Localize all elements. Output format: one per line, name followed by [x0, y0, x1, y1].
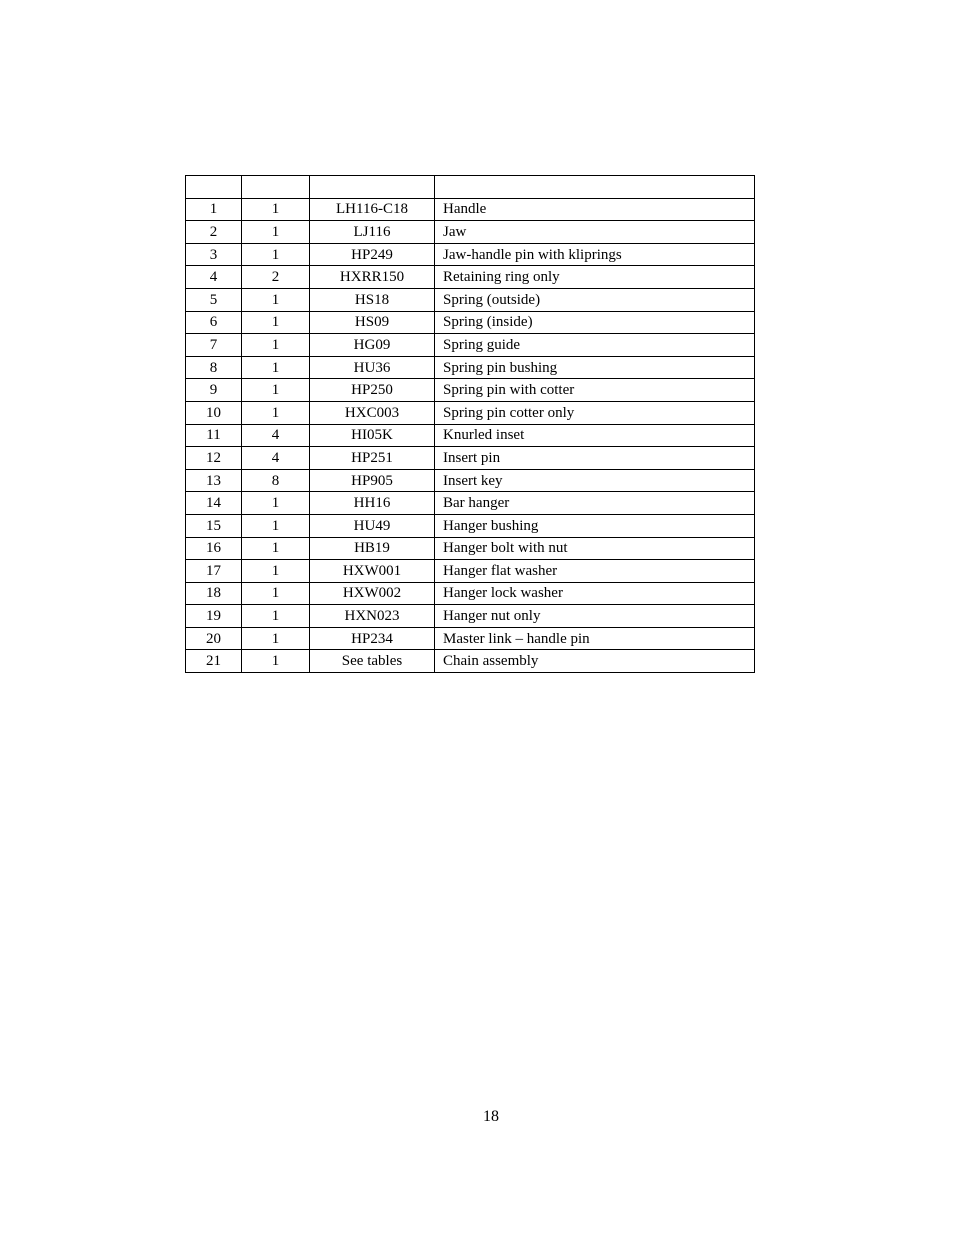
description-cell: Spring (outside): [435, 288, 755, 311]
part-number-cell: See tables: [310, 650, 435, 673]
quantity-cell: 1: [242, 198, 310, 221]
quantity-cell: 1: [242, 401, 310, 424]
part-number-cell: HP234: [310, 627, 435, 650]
item-number-cell: 19: [186, 605, 242, 628]
table-row: [186, 311, 755, 334]
quantity-cell: 8: [242, 469, 310, 492]
table-row: [186, 605, 755, 628]
description-cell: Hanger lock washer: [435, 582, 755, 605]
description-cell: Insert pin: [435, 447, 755, 470]
table-row: [186, 401, 755, 424]
part-number-cell: HXW002: [310, 582, 435, 605]
parts-list-table: [185, 175, 755, 673]
table-row: [186, 356, 755, 379]
quantity-cell: 1: [242, 243, 310, 266]
description-cell: Bar hanger: [435, 492, 755, 515]
part-number-cell: HU36: [310, 356, 435, 379]
part-number-cell: HXRR150: [310, 266, 435, 289]
description-cell: Retaining ring only: [435, 266, 755, 289]
table-row: [186, 288, 755, 311]
part-number-cell: HXN023: [310, 605, 435, 628]
item-number-cell: 14: [186, 492, 242, 515]
quantity-cell: 1: [242, 650, 310, 673]
quantity-cell: 1: [242, 379, 310, 402]
parts-list-body: [186, 176, 755, 673]
item-number-cell: 9: [186, 379, 242, 402]
table-row: [186, 537, 755, 560]
table-row: [186, 447, 755, 470]
item-number-cell: 17: [186, 560, 242, 583]
part-number-cell: LH116-C18: [310, 198, 435, 221]
description-cell: Spring pin bushing: [435, 356, 755, 379]
part-number-cell: HP250: [310, 379, 435, 402]
part-number-cell: HB19: [310, 537, 435, 560]
table-row: [186, 514, 755, 537]
quantity-cell: 1: [242, 311, 310, 334]
quantity-cell: 1: [242, 537, 310, 560]
item-number-cell: 16: [186, 537, 242, 560]
description-cell: Hanger bushing: [435, 514, 755, 537]
item-number-cell: 20: [186, 627, 242, 650]
item-number-cell: 8: [186, 356, 242, 379]
description-cell: Chain assembly: [435, 650, 755, 673]
part-number-cell: HXW001: [310, 560, 435, 583]
description-cell: Spring pin with cotter: [435, 379, 755, 402]
description-cell: Hanger nut only: [435, 605, 755, 628]
part-number-cell: HH16: [310, 492, 435, 515]
part-number-cell: HP905: [310, 469, 435, 492]
item-number-cell: 21: [186, 650, 242, 673]
item-number-cell: 11: [186, 424, 242, 447]
item-number-cell: 2: [186, 221, 242, 244]
quantity-cell: 1: [242, 221, 310, 244]
quantity-cell: 1: [242, 605, 310, 628]
part-number-cell: HP249: [310, 243, 435, 266]
table-row: [186, 560, 755, 583]
part-number-cell: HU49: [310, 514, 435, 537]
item-number-cell: 6: [186, 311, 242, 334]
header-cell-number: [186, 176, 242, 199]
item-number-cell: 5: [186, 288, 242, 311]
header-cell-quantity: [242, 176, 310, 199]
description-cell: Spring guide: [435, 334, 755, 357]
quantity-cell: 1: [242, 560, 310, 583]
description-cell: Insert key: [435, 469, 755, 492]
table-row: [186, 221, 755, 244]
part-number-cell: HXC003: [310, 401, 435, 424]
description-cell: Spring (inside): [435, 311, 755, 334]
quantity-cell: 1: [242, 582, 310, 605]
table-row: [186, 198, 755, 221]
quantity-cell: 1: [242, 627, 310, 650]
quantity-cell: 4: [242, 447, 310, 470]
description-cell: Spring pin cotter only: [435, 401, 755, 424]
table-row: [186, 243, 755, 266]
table-row: [186, 266, 755, 289]
quantity-cell: 1: [242, 288, 310, 311]
item-number-cell: 7: [186, 334, 242, 357]
description-cell: Knurled inset: [435, 424, 755, 447]
item-number-cell: 1: [186, 198, 242, 221]
table-row: [186, 650, 755, 673]
part-number-cell: HS09: [310, 311, 435, 334]
page-number: 18: [483, 1108, 499, 1125]
table-row: [186, 627, 755, 650]
header-cell-part-number: [310, 176, 435, 199]
item-number-cell: 18: [186, 582, 242, 605]
part-number-cell: LJ116: [310, 221, 435, 244]
description-cell: Handle: [435, 198, 755, 221]
item-number-cell: 10: [186, 401, 242, 424]
table-header-row: [186, 176, 755, 199]
description-cell: Jaw-handle pin with kliprings: [435, 243, 755, 266]
table-row: [186, 379, 755, 402]
header-cell-description: [435, 176, 755, 199]
description-cell: Jaw: [435, 221, 755, 244]
part-number-cell: HP251: [310, 447, 435, 470]
description-cell: Hanger flat washer: [435, 560, 755, 583]
item-number-cell: 4: [186, 266, 242, 289]
item-number-cell: 12: [186, 447, 242, 470]
table-row: [186, 582, 755, 605]
description-cell: Hanger bolt with nut: [435, 537, 755, 560]
item-number-cell: 3: [186, 243, 242, 266]
quantity-cell: 1: [242, 492, 310, 515]
table-row: [186, 334, 755, 357]
quantity-cell: 4: [242, 424, 310, 447]
quantity-cell: 1: [242, 514, 310, 537]
table-row: [186, 424, 755, 447]
part-number-cell: HG09: [310, 334, 435, 357]
table-row: [186, 469, 755, 492]
description-cell: Master link – handle pin: [435, 627, 755, 650]
part-number-cell: HI05K: [310, 424, 435, 447]
table-row: [186, 492, 755, 515]
quantity-cell: 1: [242, 356, 310, 379]
quantity-cell: 2: [242, 266, 310, 289]
part-number-cell: HS18: [310, 288, 435, 311]
quantity-cell: 1: [242, 334, 310, 357]
item-number-cell: 13: [186, 469, 242, 492]
item-number-cell: 15: [186, 514, 242, 537]
